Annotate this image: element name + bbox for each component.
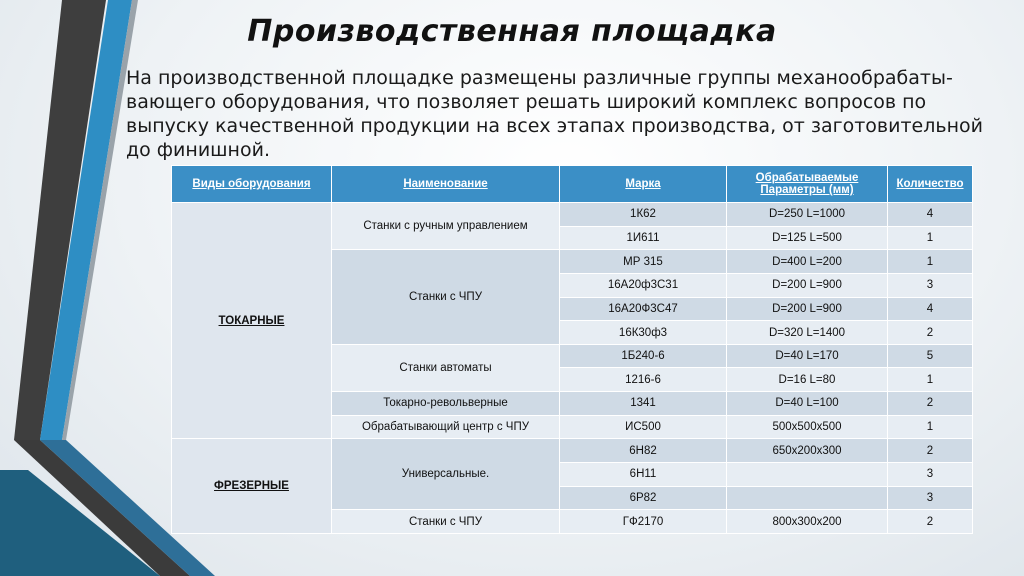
qty-cell: 3 — [888, 273, 973, 297]
qty-cell: 3 — [888, 486, 973, 510]
qty-cell: 1 — [888, 250, 973, 274]
qty-cell: 1 — [888, 415, 973, 439]
brand-cell: МР 315 — [560, 250, 727, 274]
group-milling: ФРЕЗЕРНЫЕ — [172, 439, 332, 534]
brand-cell: 1К62 — [560, 203, 727, 227]
qty-cell: 2 — [888, 321, 973, 345]
header-params: Обрабатываемые Параметры (мм) — [727, 166, 888, 203]
qty-cell: 2 — [888, 510, 973, 534]
table-row — [172, 439, 973, 463]
name-cell: Универсальные. — [332, 439, 560, 510]
params-cell — [727, 463, 888, 487]
brand-cell: 6Р82 — [560, 486, 727, 510]
params-cell: D=125 L=500 — [727, 226, 888, 250]
qty-cell: 3 — [888, 463, 973, 487]
brand-cell: ГФ2170 — [560, 510, 727, 534]
group-turning: ТОКАРНЫЕ — [172, 203, 332, 439]
equipment-table — [171, 165, 973, 534]
header-brand: Марка — [560, 166, 727, 203]
table-row — [172, 203, 973, 227]
params-cell: D=200 L=900 — [727, 297, 888, 321]
params-cell: D=40 L=170 — [727, 344, 888, 368]
brand-cell: 6Н11 — [560, 463, 727, 487]
params-cell: D=16 L=80 — [727, 368, 888, 392]
params-cell: D=200 L=900 — [727, 273, 888, 297]
name-cell: Станки с ЧПУ — [332, 250, 560, 345]
table-header-row — [172, 166, 973, 203]
brand-cell: 1Б240-6 — [560, 344, 727, 368]
params-cell: 800х300х200 — [727, 510, 888, 534]
brand-cell: 1216-6 — [560, 368, 727, 392]
qty-cell: 4 — [888, 203, 973, 227]
qty-cell: 2 — [888, 439, 973, 463]
header-name: Наименование — [332, 166, 560, 203]
params-cell: D=250 L=1000 — [727, 203, 888, 227]
brand-cell: 16А20Ф3С47 — [560, 297, 727, 321]
qty-cell: 1 — [888, 226, 973, 250]
header-equipment-type: Виды оборудования — [172, 166, 332, 203]
params-cell: 500х500х500 — [727, 415, 888, 439]
name-cell: Станки с ЧПУ — [332, 510, 560, 534]
params-cell: D=320 L=1400 — [727, 321, 888, 345]
intro-paragraph: На производственной площадке размещены различные группы механообрабаты-вающего оборудования, что позволяет решать широкий комплекс вопросов по выпуску качественной продукции на всех этапах производства, от заготовительной до финишной. — [126, 67, 983, 161]
brand-cell: 16К30ф3 — [560, 321, 727, 345]
params-cell: D=400 L=200 — [727, 250, 888, 274]
name-cell: Станки автоматы — [332, 344, 560, 391]
brand-cell: 16А20ф3С31 — [560, 273, 727, 297]
page-title: Производственная площадка — [247, 14, 777, 49]
name-cell: Обрабатывающий центр с ЧПУ — [332, 415, 560, 439]
qty-cell: 5 — [888, 344, 973, 368]
params-cell — [727, 486, 888, 510]
brand-cell: ИС500 — [560, 415, 727, 439]
params-cell: D=40 L=100 — [727, 392, 888, 416]
qty-cell: 2 — [888, 392, 973, 416]
header-quantity: Количество — [888, 166, 973, 203]
brand-cell: 1341 — [560, 392, 727, 416]
name-cell: Станки с ручным управлением — [332, 203, 560, 250]
brand-cell: 6Н82 — [560, 439, 727, 463]
qty-cell: 1 — [888, 368, 973, 392]
qty-cell: 4 — [888, 297, 973, 321]
params-cell: 650х200х300 — [727, 439, 888, 463]
name-cell: Токарно-револьверные — [332, 392, 560, 416]
brand-cell: 1И611 — [560, 226, 727, 250]
